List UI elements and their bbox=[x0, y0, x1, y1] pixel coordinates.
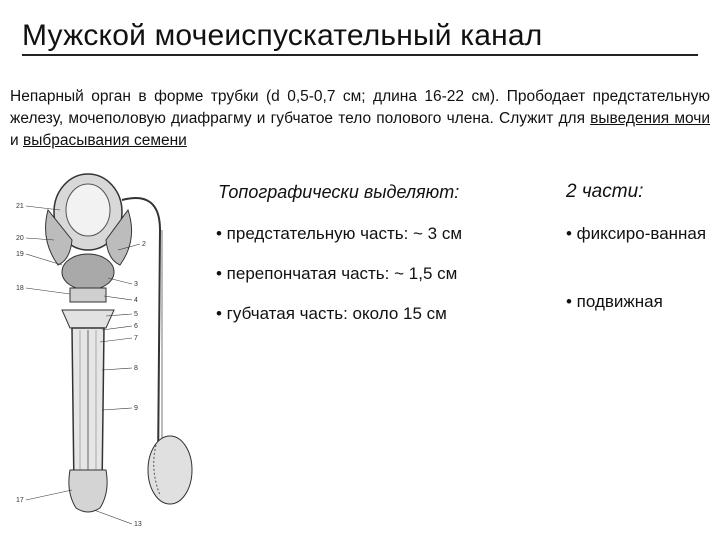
figure-label: 5 bbox=[134, 311, 138, 318]
urethra-anatomy-illustration bbox=[10, 170, 210, 532]
intro-conjunction: и bbox=[10, 132, 23, 149]
intro-text: Непарный орган в форме трубки (d 0,5-0,7 см; длина 16-22 см). Прободает предстательную железу, мочеполовую диафрагму и губчатое тело полового члена. Служит для bbox=[10, 88, 710, 127]
figure-label: 13 bbox=[134, 521, 142, 528]
anatomy-drawing bbox=[10, 170, 210, 532]
figure-label: 9 bbox=[134, 405, 138, 412]
urine-excretion-link: выведения мочи bbox=[590, 110, 711, 127]
figure-label: 19 bbox=[16, 251, 24, 258]
figure-label: 18 bbox=[16, 285, 24, 292]
figure-label: 17 bbox=[16, 497, 24, 504]
figure-label: 4 bbox=[134, 297, 138, 304]
intro-paragraph bbox=[10, 86, 710, 152]
fixed-part-item: • фиксиро-ванная bbox=[566, 224, 707, 243]
mobile-part-item: • подвижная bbox=[566, 292, 663, 311]
prostatic-part-item: • предстательную часть: ~ 3 см bbox=[216, 224, 463, 243]
two-parts-heading: 2 части: bbox=[566, 181, 644, 202]
figure-label: 20 bbox=[16, 235, 24, 242]
figure-label: 21 bbox=[16, 203, 24, 210]
right-labels bbox=[134, 241, 146, 528]
topography-heading: Топографически выделяют: bbox=[218, 182, 460, 202]
figure-label: 3 bbox=[134, 281, 138, 288]
membranous-part-item: • перепончатая часть: ~ 1,5 см bbox=[216, 264, 458, 283]
spongy-part-item: • губчатая часть: около 15 см bbox=[216, 304, 447, 323]
slide-title: Мужской мочеиспускательный канал bbox=[22, 18, 698, 56]
semen-ejection-link: выбрасывания семени bbox=[22, 132, 187, 149]
figure-label: 6 bbox=[134, 323, 138, 330]
figure-label: 8 bbox=[134, 365, 138, 372]
figure-label: 7 bbox=[134, 335, 138, 342]
left-labels bbox=[16, 203, 24, 504]
figure-label: 2 bbox=[142, 241, 146, 248]
